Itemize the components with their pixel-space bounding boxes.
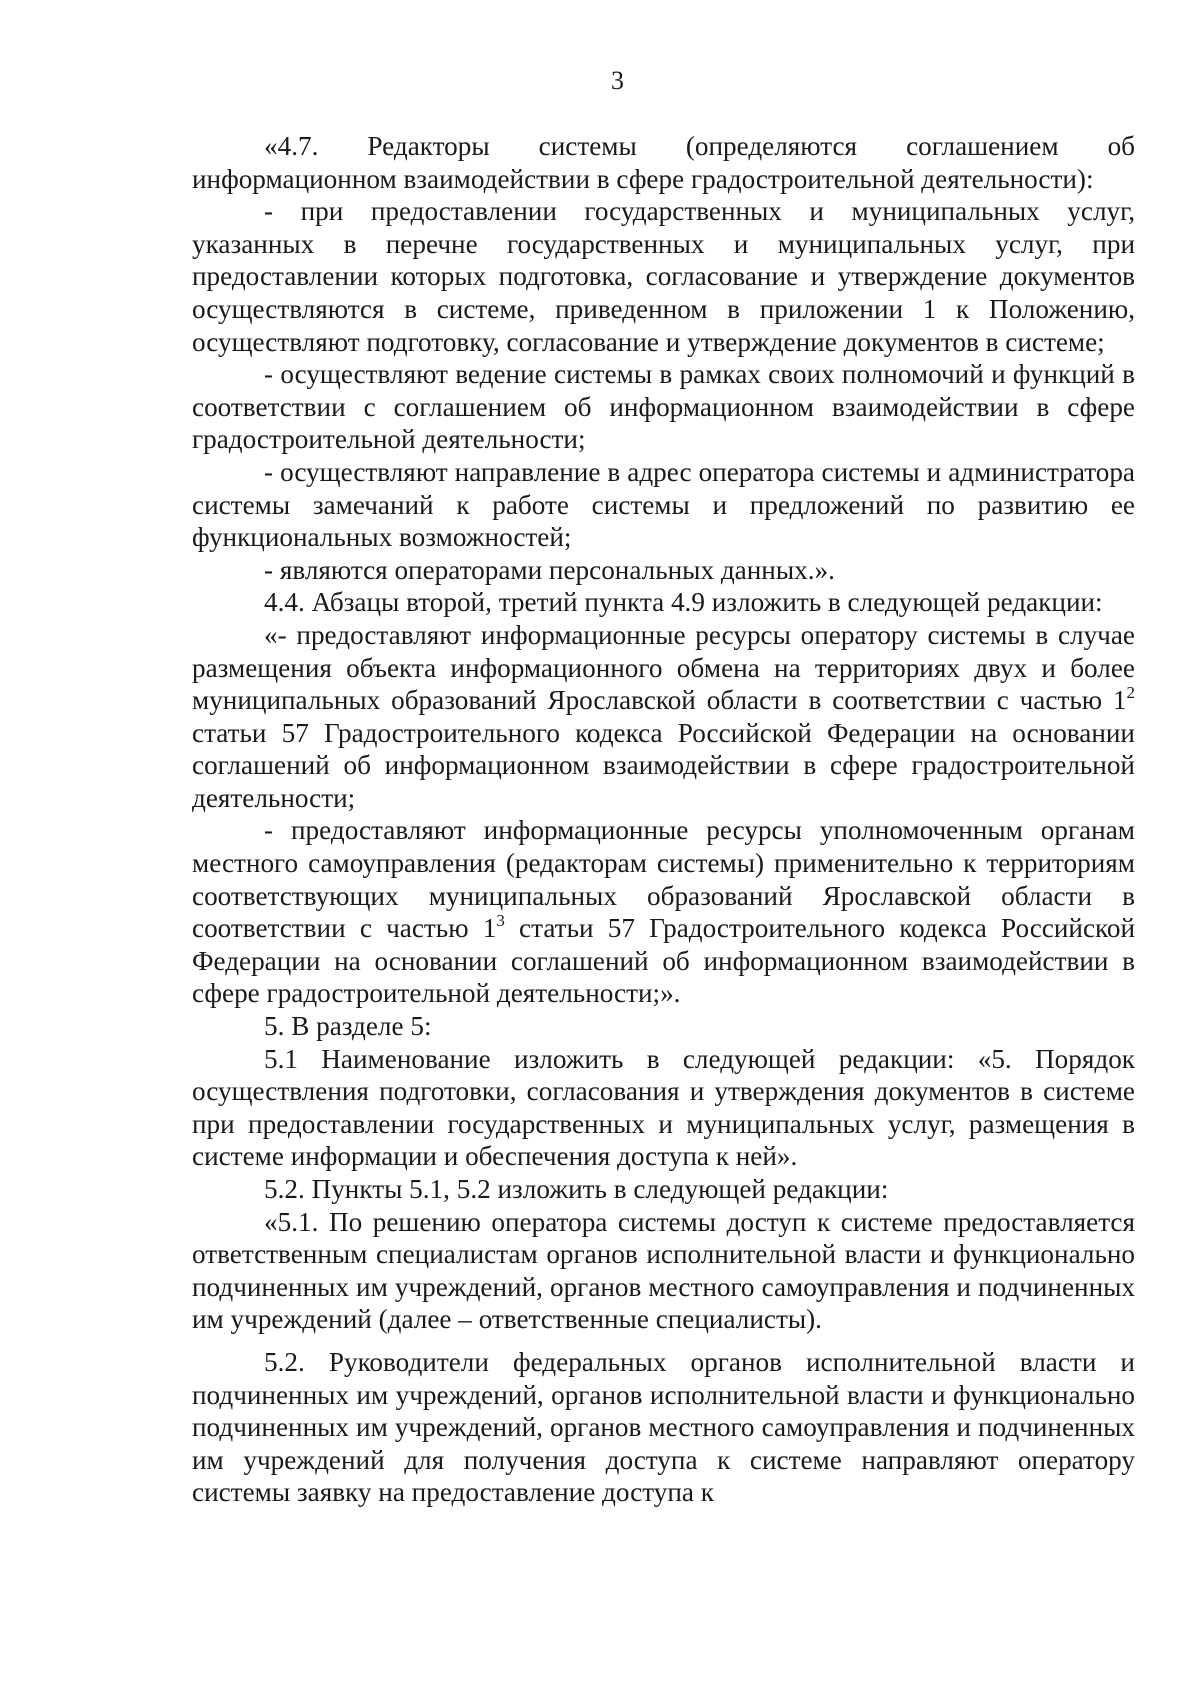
- text-fragment: статьи 57 Градостроительного кодекса Российской Федерации на основании соглашений об информационном взаимодействии в сфере градостроительной деятельности;».: [192, 913, 1135, 1009]
- paragraph-list-item: [192, 619, 1135, 815]
- paragraph-5-1: «5.1. По решению оператора системы доступ к системе предоставляется ответственным специалистам органов исполнительной власти и функционально подчиненных им учреждений, органов местного самоуправления и подчиненных им учреждений (далее – ответственные специалисты).: [192, 1206, 1135, 1335]
- text-fragment: - предоставляют информационные ресурсы уполномоченным органам местного самоуправления (редакторам системы) применительно к территориям соответствующих муниципальных образований Ярославской области в соответствии с частью 1: [192, 815, 1135, 944]
- page-number: 3: [611, 66, 624, 95]
- paragraph-section-5: 5. В разделе 5:: [264, 1011, 432, 1042]
- paragraph-list-item: - при предоставлении государственных и муниципальных услуг, указанных в перечне государственных и муниципальных услуг, при предоставлении которых подготовка, согласование и утверждение документов осуществляются в системе, приведенном в приложении 1 к Положению, осуществляют подготовку, согласование и утверждение документов в системе;: [192, 196, 1135, 357]
- paragraph-5-2: 5.2. Руководители федеральных органов исполнительной власти и подчиненных им учреждений, органов исполнительной власти и функционально подчиненных им учреждений, органов местного самоуправления и подчиненных им учреждений для получения доступа к системе направляют оператору системы заявку на предоставление доступа к: [192, 1346, 1135, 1508]
- paragraph-list-item: - осуществляют направление в адрес оператора системы и администратора системы замечаний к работе системы и предложений по развитию ее функциональных возможностей;: [192, 456, 1135, 553]
- superscript: 3: [496, 911, 505, 931]
- document-body: [192, 130, 1135, 1509]
- paragraph-5-2-intro: 5.2. Пункты 5.1, 5.2 изложить в следующей редакции:: [264, 1174, 889, 1204]
- paragraph-5-1-title: 5.1 Наименование изложить в следующей редакции: «5. Порядок осуществления подготовки, согласования и утверждения документов в системе при предоставлении государственных и муниципальных услуг, размещения в системе информации и обеспечения доступа к ней».: [192, 1043, 1135, 1172]
- paragraph-list-item: - являются операторами персональных данных.».: [264, 554, 835, 585]
- text-fragment: статьи 57 Градостроительного кодекса Российской Федерации на основании соглашений об информационном взаимодействии в сфере градостроительной деятельности;: [192, 717, 1135, 813]
- paragraph-list-item: [192, 814, 1135, 1010]
- superscript: 2: [1126, 683, 1135, 703]
- text-fragment: «- предоставляют информационные ресурсы оператору системы в случае размещения объекта информационного обмена на территориях двух и более муниципальных образований Ярославской области в соответствии с частью 1: [192, 619, 1135, 716]
- paragraph-4-7-heading: «4.7. Редакторы системы (определяются соглашением об информационном взаимодействии в сфере градостроительной деятельности):: [192, 131, 1135, 194]
- paragraph-list-item: - осуществляют ведение системы в рамках своих полномочий и функций в соответствии с соглашением об информационном взаимодействии в сфере градостроительной деятельности;: [192, 359, 1135, 455]
- paragraph-4-4: 4.4. Абзацы второй, третий пункта 4.9 изложить в следующей редакции:: [264, 587, 1103, 618]
